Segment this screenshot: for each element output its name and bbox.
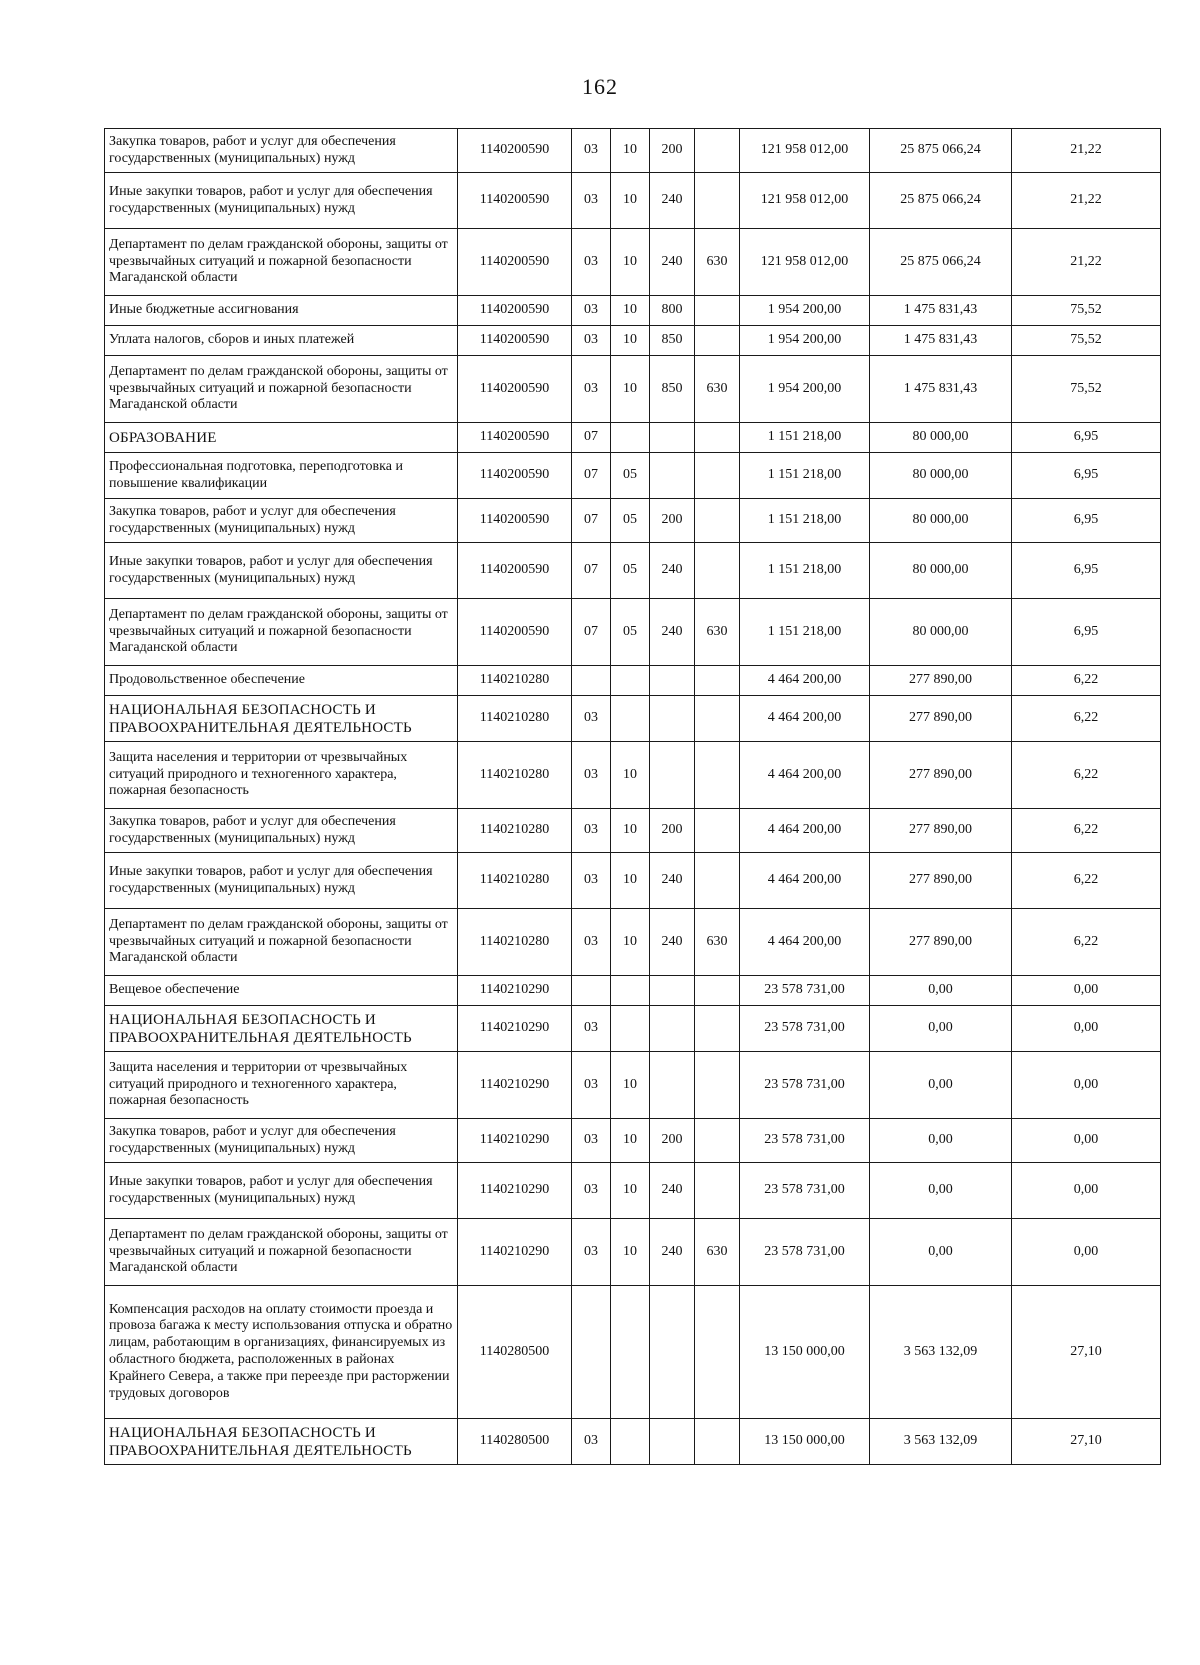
administrator-code bbox=[695, 1006, 740, 1052]
executed-amount: 1 475 831,43 bbox=[870, 326, 1012, 356]
row-name: Уплата налогов, сборов и иных платежей bbox=[105, 326, 458, 356]
executed-amount: 25 875 066,24 bbox=[870, 229, 1012, 296]
administrator-code bbox=[695, 423, 740, 453]
target-article-code: 1140210280 bbox=[458, 696, 572, 742]
section-code: 03 bbox=[572, 229, 611, 296]
row-name: Закупка товаров, работ и услуг для обеспечения государственных (муниципальных) нужд bbox=[105, 809, 458, 853]
section-code bbox=[572, 976, 611, 1006]
execution-percent: 75,52 bbox=[1012, 326, 1161, 356]
approved-amount: 121 958 012,00 bbox=[740, 229, 870, 296]
target-article-code: 1140200590 bbox=[458, 543, 572, 599]
approved-amount: 1 151 218,00 bbox=[740, 453, 870, 499]
expense-type-code: 200 bbox=[650, 499, 695, 543]
executed-amount: 0,00 bbox=[870, 1219, 1012, 1286]
expense-type-code: 240 bbox=[650, 1163, 695, 1219]
executed-amount: 0,00 bbox=[870, 1006, 1012, 1052]
administrator-code: 630 bbox=[695, 229, 740, 296]
table-row bbox=[105, 1219, 1161, 1286]
table-row bbox=[105, 1419, 1161, 1465]
approved-amount: 1 954 200,00 bbox=[740, 356, 870, 423]
expense-type-code: 240 bbox=[650, 543, 695, 599]
approved-amount: 23 578 731,00 bbox=[740, 1006, 870, 1052]
expense-type-code bbox=[650, 666, 695, 696]
table-body bbox=[105, 129, 1161, 1465]
table-row bbox=[105, 666, 1161, 696]
subsection-code bbox=[611, 696, 650, 742]
expense-type-code: 240 bbox=[650, 853, 695, 909]
section-code: 03 bbox=[572, 909, 611, 976]
table-row bbox=[105, 976, 1161, 1006]
target-article-code: 1140200590 bbox=[458, 296, 572, 326]
target-article-code: 1140200590 bbox=[458, 499, 572, 543]
approved-amount: 1 151 218,00 bbox=[740, 499, 870, 543]
table-row bbox=[105, 909, 1161, 976]
table-row bbox=[105, 423, 1161, 453]
executed-amount: 277 890,00 bbox=[870, 666, 1012, 696]
execution-percent: 21,22 bbox=[1012, 173, 1161, 229]
section-code bbox=[572, 1286, 611, 1419]
executed-amount: 25 875 066,24 bbox=[870, 129, 1012, 173]
target-article-code: 1140210280 bbox=[458, 666, 572, 696]
executed-amount: 0,00 bbox=[870, 1052, 1012, 1119]
subsection-code bbox=[611, 423, 650, 453]
row-name: Закупка товаров, работ и услуг для обеспечения государственных (муниципальных) нужд bbox=[105, 1119, 458, 1163]
administrator-code bbox=[695, 1052, 740, 1119]
administrator-code bbox=[695, 296, 740, 326]
target-article-code: 1140280500 bbox=[458, 1286, 572, 1419]
executed-amount: 0,00 bbox=[870, 976, 1012, 1006]
section-code: 03 bbox=[572, 129, 611, 173]
subsection-code bbox=[611, 976, 650, 1006]
administrator-code bbox=[695, 742, 740, 809]
approved-amount: 13 150 000,00 bbox=[740, 1419, 870, 1465]
target-article-code: 1140200590 bbox=[458, 229, 572, 296]
target-article-code: 1140210290 bbox=[458, 1163, 572, 1219]
subsection-code: 10 bbox=[611, 909, 650, 976]
execution-percent: 21,22 bbox=[1012, 229, 1161, 296]
expense-type-code bbox=[650, 1006, 695, 1052]
expense-type-code: 800 bbox=[650, 296, 695, 326]
approved-amount: 121 958 012,00 bbox=[740, 173, 870, 229]
execution-percent: 6,95 bbox=[1012, 543, 1161, 599]
row-name: Закупка товаров, работ и услуг для обеспечения государственных (муниципальных) нужд bbox=[105, 129, 458, 173]
expense-type-code bbox=[650, 423, 695, 453]
execution-percent: 6,22 bbox=[1012, 742, 1161, 809]
table-row bbox=[105, 453, 1161, 499]
approved-amount: 13 150 000,00 bbox=[740, 1286, 870, 1419]
administrator-code bbox=[695, 173, 740, 229]
approved-amount: 4 464 200,00 bbox=[740, 696, 870, 742]
approved-amount: 1 151 218,00 bbox=[740, 543, 870, 599]
subsection-code: 10 bbox=[611, 1052, 650, 1119]
subsection-code: 05 bbox=[611, 543, 650, 599]
execution-percent: 6,95 bbox=[1012, 453, 1161, 499]
target-article-code: 1140210280 bbox=[458, 742, 572, 809]
administrator-code bbox=[695, 809, 740, 853]
expense-type-code bbox=[650, 453, 695, 499]
administrator-code bbox=[695, 543, 740, 599]
row-name: Департамент по делам гражданской обороны, защиты от чрезвычайных ситуаций и пожарной безопасности Магаданской области bbox=[105, 599, 458, 666]
administrator-code bbox=[695, 666, 740, 696]
table-row bbox=[105, 1163, 1161, 1219]
table-row bbox=[105, 356, 1161, 423]
expense-type-code: 200 bbox=[650, 809, 695, 853]
section-code: 07 bbox=[572, 599, 611, 666]
execution-percent: 27,10 bbox=[1012, 1419, 1161, 1465]
table-row bbox=[105, 326, 1161, 356]
table-row bbox=[105, 853, 1161, 909]
approved-amount: 23 578 731,00 bbox=[740, 1119, 870, 1163]
administrator-code bbox=[695, 1419, 740, 1465]
row-name: Иные закупки товаров, работ и услуг для обеспечения государственных (муниципальных) нужд bbox=[105, 173, 458, 229]
administrator-code: 630 bbox=[695, 1219, 740, 1286]
table-row bbox=[105, 543, 1161, 599]
target-article-code: 1140200590 bbox=[458, 356, 572, 423]
executed-amount: 25 875 066,24 bbox=[870, 173, 1012, 229]
target-article-code: 1140200590 bbox=[458, 599, 572, 666]
administrator-code bbox=[695, 976, 740, 1006]
table-row bbox=[105, 599, 1161, 666]
row-name: Иные закупки товаров, работ и услуг для обеспечения государственных (муниципальных) нужд bbox=[105, 1163, 458, 1219]
administrator-code bbox=[695, 129, 740, 173]
execution-percent: 6,22 bbox=[1012, 853, 1161, 909]
row-name: Вещевое обеспечение bbox=[105, 976, 458, 1006]
section-code: 03 bbox=[572, 326, 611, 356]
section-code: 03 bbox=[572, 296, 611, 326]
row-name: Департамент по делам гражданской обороны, защиты от чрезвычайных ситуаций и пожарной безопасности Магаданской области bbox=[105, 1219, 458, 1286]
target-article-code: 1140210280 bbox=[458, 809, 572, 853]
section-code: 03 bbox=[572, 1052, 611, 1119]
subsection-code: 05 bbox=[611, 453, 650, 499]
row-name: Профессиональная подготовка, переподготовка и повышение квалификации bbox=[105, 453, 458, 499]
execution-percent: 75,52 bbox=[1012, 296, 1161, 326]
table-row bbox=[105, 499, 1161, 543]
approved-amount: 1 151 218,00 bbox=[740, 599, 870, 666]
executed-amount: 1 475 831,43 bbox=[870, 356, 1012, 423]
executed-amount: 277 890,00 bbox=[870, 909, 1012, 976]
execution-percent: 6,22 bbox=[1012, 666, 1161, 696]
execution-percent: 6,22 bbox=[1012, 909, 1161, 976]
executed-amount: 3 563 132,09 bbox=[870, 1419, 1012, 1465]
subsection-code: 10 bbox=[611, 173, 650, 229]
execution-percent: 0,00 bbox=[1012, 1006, 1161, 1052]
administrator-code bbox=[695, 453, 740, 499]
expense-type-code bbox=[650, 976, 695, 1006]
expense-type-code bbox=[650, 1052, 695, 1119]
expense-type-code: 240 bbox=[650, 173, 695, 229]
expense-type-code bbox=[650, 696, 695, 742]
approved-amount: 4 464 200,00 bbox=[740, 909, 870, 976]
approved-amount: 121 958 012,00 bbox=[740, 129, 870, 173]
executed-amount: 0,00 bbox=[870, 1119, 1012, 1163]
execution-percent: 0,00 bbox=[1012, 1163, 1161, 1219]
section-code: 03 bbox=[572, 356, 611, 423]
executed-amount: 80 000,00 bbox=[870, 499, 1012, 543]
section-code: 07 bbox=[572, 499, 611, 543]
target-article-code: 1140210280 bbox=[458, 909, 572, 976]
approved-amount: 23 578 731,00 bbox=[740, 1052, 870, 1119]
row-name: Департамент по делам гражданской обороны, защиты от чрезвычайных ситуаций и пожарной безопасности Магаданской области bbox=[105, 356, 458, 423]
subsection-code: 05 bbox=[611, 499, 650, 543]
subsection-code: 10 bbox=[611, 809, 650, 853]
expense-type-code: 200 bbox=[650, 129, 695, 173]
execution-percent: 0,00 bbox=[1012, 1219, 1161, 1286]
expense-type-code: 240 bbox=[650, 599, 695, 666]
execution-percent: 0,00 bbox=[1012, 1052, 1161, 1119]
target-article-code: 1140210280 bbox=[458, 853, 572, 909]
approved-amount: 4 464 200,00 bbox=[740, 853, 870, 909]
subsection-code: 10 bbox=[611, 326, 650, 356]
section-code: 03 bbox=[572, 1419, 611, 1465]
execution-percent: 6,22 bbox=[1012, 809, 1161, 853]
expense-type-code: 200 bbox=[650, 1119, 695, 1163]
expense-type-code: 240 bbox=[650, 909, 695, 976]
subsection-code: 10 bbox=[611, 356, 650, 423]
executed-amount: 80 000,00 bbox=[870, 423, 1012, 453]
row-name: Иные бюджетные ассигнования bbox=[105, 296, 458, 326]
row-name: Департамент по делам гражданской обороны, защиты от чрезвычайных ситуаций и пожарной безопасности Магаданской области bbox=[105, 909, 458, 976]
target-article-code: 1140210290 bbox=[458, 976, 572, 1006]
approved-amount: 4 464 200,00 bbox=[740, 666, 870, 696]
execution-percent: 6,95 bbox=[1012, 499, 1161, 543]
approved-amount: 23 578 731,00 bbox=[740, 976, 870, 1006]
section-code: 07 bbox=[572, 543, 611, 599]
page-number: 162 bbox=[582, 74, 618, 99]
target-article-code: 1140200590 bbox=[458, 453, 572, 499]
target-article-code: 1140280500 bbox=[458, 1419, 572, 1465]
subsection-code: 10 bbox=[611, 229, 650, 296]
subsection-code bbox=[611, 666, 650, 696]
row-name: НАЦИОНАЛЬНАЯ БЕЗОПАСНОСТЬ И ПРАВООХРАНИТЕЛЬНАЯ ДЕЯТЕЛЬНОСТЬ bbox=[105, 1419, 458, 1465]
execution-percent: 27,10 bbox=[1012, 1286, 1161, 1419]
executed-amount: 277 890,00 bbox=[870, 809, 1012, 853]
expense-type-code: 240 bbox=[650, 1219, 695, 1286]
approved-amount: 1 954 200,00 bbox=[740, 296, 870, 326]
section-code: 03 bbox=[572, 173, 611, 229]
target-article-code: 1140210290 bbox=[458, 1052, 572, 1119]
execution-percent: 0,00 bbox=[1012, 976, 1161, 1006]
section-code: 03 bbox=[572, 1119, 611, 1163]
subsection-code: 10 bbox=[611, 1119, 650, 1163]
section-code: 03 bbox=[572, 1006, 611, 1052]
section-code: 03 bbox=[572, 1219, 611, 1286]
subsection-code: 10 bbox=[611, 296, 650, 326]
executed-amount: 1 475 831,43 bbox=[870, 296, 1012, 326]
administrator-code bbox=[695, 696, 740, 742]
row-name: Иные закупки товаров, работ и услуг для обеспечения государственных (муниципальных) нужд bbox=[105, 543, 458, 599]
approved-amount: 1 954 200,00 bbox=[740, 326, 870, 356]
executed-amount: 80 000,00 bbox=[870, 543, 1012, 599]
target-article-code: 1140210290 bbox=[458, 1119, 572, 1163]
row-name: Иные закупки товаров, работ и услуг для обеспечения государственных (муниципальных) нужд bbox=[105, 853, 458, 909]
subsection-code: 10 bbox=[611, 129, 650, 173]
table-row bbox=[105, 1286, 1161, 1419]
section-code: 03 bbox=[572, 1163, 611, 1219]
execution-percent: 0,00 bbox=[1012, 1119, 1161, 1163]
table-row bbox=[105, 173, 1161, 229]
expense-type-code: 850 bbox=[650, 326, 695, 356]
execution-percent: 75,52 bbox=[1012, 356, 1161, 423]
subsection-code bbox=[611, 1006, 650, 1052]
target-article-code: 1140210290 bbox=[458, 1006, 572, 1052]
approved-amount: 4 464 200,00 bbox=[740, 809, 870, 853]
target-article-code: 1140200590 bbox=[458, 423, 572, 453]
row-name: Компенсация расходов на оплату стоимости проезда и провоза багажа к месту использования отпуска и обратно лицам, работающим в организациях, финансируемых из областного бюджета, расположенных в районах Крайнего Севера, а также при переезде при расторжении трудовых договоров bbox=[105, 1286, 458, 1419]
executed-amount: 277 890,00 bbox=[870, 853, 1012, 909]
row-name: Продовольственное обеспечение bbox=[105, 666, 458, 696]
administrator-code bbox=[695, 1119, 740, 1163]
execution-percent: 6,22 bbox=[1012, 696, 1161, 742]
table-row bbox=[105, 742, 1161, 809]
row-name: Департамент по делам гражданской обороны, защиты от чрезвычайных ситуаций и пожарной безопасности Магаданской области bbox=[105, 229, 458, 296]
executed-amount: 80 000,00 bbox=[870, 453, 1012, 499]
subsection-code: 10 bbox=[611, 853, 650, 909]
administrator-code: 630 bbox=[695, 599, 740, 666]
execution-percent: 21,22 bbox=[1012, 129, 1161, 173]
administrator-code bbox=[695, 499, 740, 543]
approved-amount: 23 578 731,00 bbox=[740, 1163, 870, 1219]
expense-type-code bbox=[650, 1419, 695, 1465]
section-code: 07 bbox=[572, 453, 611, 499]
section-code: 07 bbox=[572, 423, 611, 453]
subsection-code bbox=[611, 1286, 650, 1419]
expense-type-code: 240 bbox=[650, 229, 695, 296]
row-name: НАЦИОНАЛЬНАЯ БЕЗОПАСНОСТЬ И ПРАВООХРАНИТЕЛЬНАЯ ДЕЯТЕЛЬНОСТЬ bbox=[105, 696, 458, 742]
budget-table bbox=[104, 128, 1161, 1465]
expense-type-code bbox=[650, 1286, 695, 1419]
section-code: 03 bbox=[572, 742, 611, 809]
subsection-code: 05 bbox=[611, 599, 650, 666]
row-name: Защита населения и территории от чрезвычайных ситуаций природного и техногенного характера, пожарная безопасность bbox=[105, 742, 458, 809]
subsection-code: 10 bbox=[611, 1163, 650, 1219]
section-code bbox=[572, 666, 611, 696]
expense-type-code bbox=[650, 742, 695, 809]
execution-percent: 6,95 bbox=[1012, 599, 1161, 666]
table-row bbox=[105, 696, 1161, 742]
executed-amount: 277 890,00 bbox=[870, 696, 1012, 742]
target-article-code: 1140200590 bbox=[458, 173, 572, 229]
subsection-code: 10 bbox=[611, 742, 650, 809]
table-row bbox=[105, 1052, 1161, 1119]
administrator-code: 630 bbox=[695, 356, 740, 423]
executed-amount: 277 890,00 bbox=[870, 742, 1012, 809]
row-name: Защита населения и территории от чрезвычайных ситуаций природного и техногенного характера, пожарная безопасность bbox=[105, 1052, 458, 1119]
row-name: НАЦИОНАЛЬНАЯ БЕЗОПАСНОСТЬ И ПРАВООХРАНИТЕЛЬНАЯ ДЕЯТЕЛЬНОСТЬ bbox=[105, 1006, 458, 1052]
administrator-code bbox=[695, 1286, 740, 1419]
target-article-code: 1140200590 bbox=[458, 326, 572, 356]
subsection-code: 10 bbox=[611, 1219, 650, 1286]
row-name: ОБРАЗОВАНИЕ bbox=[105, 423, 458, 453]
executed-amount: 0,00 bbox=[870, 1163, 1012, 1219]
subsection-code bbox=[611, 1419, 650, 1465]
expense-type-code: 850 bbox=[650, 356, 695, 423]
approved-amount: 4 464 200,00 bbox=[740, 742, 870, 809]
table-row bbox=[105, 1119, 1161, 1163]
approved-amount: 1 151 218,00 bbox=[740, 423, 870, 453]
row-name: Закупка товаров, работ и услуг для обеспечения государственных (муниципальных) нужд bbox=[105, 499, 458, 543]
administrator-code bbox=[695, 853, 740, 909]
execution-percent: 6,95 bbox=[1012, 423, 1161, 453]
executed-amount: 3 563 132,09 bbox=[870, 1286, 1012, 1419]
table-row bbox=[105, 809, 1161, 853]
administrator-code bbox=[695, 326, 740, 356]
administrator-code bbox=[695, 1163, 740, 1219]
table-row bbox=[105, 129, 1161, 173]
approved-amount: 23 578 731,00 bbox=[740, 1219, 870, 1286]
table-row bbox=[105, 229, 1161, 296]
target-article-code: 1140200590 bbox=[458, 129, 572, 173]
administrator-code: 630 bbox=[695, 909, 740, 976]
table-row bbox=[105, 296, 1161, 326]
table-row bbox=[105, 1006, 1161, 1052]
section-code: 03 bbox=[572, 809, 611, 853]
section-code: 03 bbox=[572, 696, 611, 742]
executed-amount: 80 000,00 bbox=[870, 599, 1012, 666]
target-article-code: 1140210290 bbox=[458, 1219, 572, 1286]
section-code: 03 bbox=[572, 853, 611, 909]
